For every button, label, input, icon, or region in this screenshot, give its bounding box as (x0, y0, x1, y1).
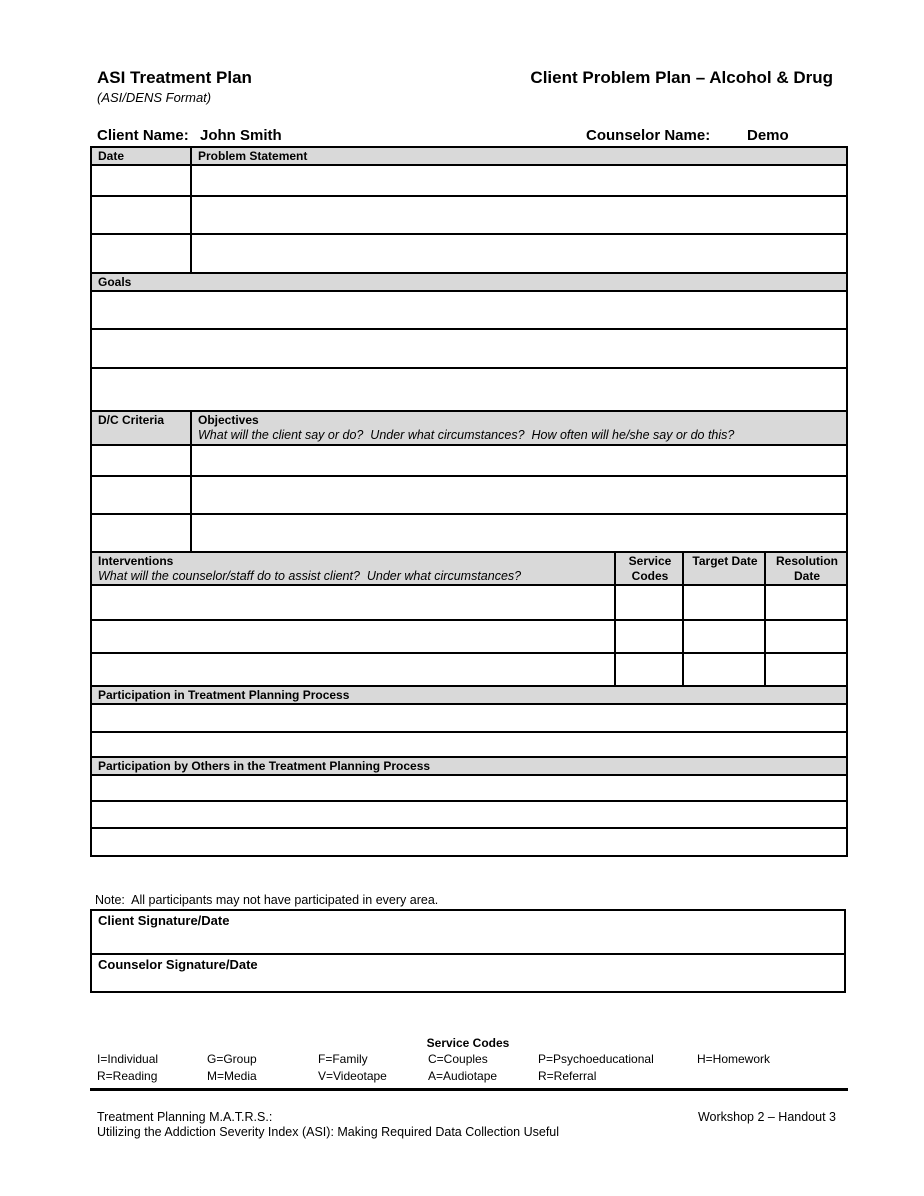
objectives-empty-row (91, 445, 847, 476)
interventions-empty-row (91, 585, 847, 620)
objectives-header-label: Objectives (198, 413, 259, 427)
problem-empty-row (91, 196, 847, 234)
interventions-empty-row (91, 653, 847, 686)
legend-item-individual: I=Individual (97, 1052, 159, 1066)
form-title-right: Client Problem Plan – Alcohol & Drug (530, 68, 833, 87)
goals-empty-row (91, 368, 847, 411)
intervention-cell (91, 620, 615, 653)
service-codes-legend-title: Service Codes (426, 1036, 510, 1050)
date-cell (91, 196, 191, 234)
dc-criteria-cell (91, 445, 191, 476)
date-cell (91, 234, 191, 273)
participation-section-header: Participation in Treatment Planning Process (91, 686, 847, 704)
participation-others-section-header: Participation by Others in the Treatment Planning Process (91, 757, 847, 775)
counselor-name-label: Counselor Name: (586, 127, 711, 144)
legend-item-psychoeducational: P=Psychoeducational (538, 1052, 654, 1066)
signature-table (90, 909, 846, 993)
goals-cell (91, 329, 847, 368)
footer-source-line-1: Treatment Planning M.A.T.R.S.: (97, 1110, 273, 1124)
service-codes-column-header: Service Codes (615, 552, 683, 586)
goals-section-header: Goals (91, 273, 847, 291)
problem-empty-row (91, 165, 847, 196)
goals-empty-row (91, 329, 847, 368)
objectives-cell (191, 445, 847, 476)
goals-empty-row (91, 291, 847, 329)
objectives-cell (191, 514, 847, 552)
participation-others-empty-row (91, 828, 847, 856)
dc-criteria-cell (91, 514, 191, 552)
legend-item-videotape: V=Videotape (318, 1069, 387, 1083)
problem-statement-cell (191, 234, 847, 273)
participation-header-row (91, 686, 847, 704)
legend-item-reading: R=Reading (97, 1069, 158, 1083)
legend-item-homework: H=Homework (697, 1052, 771, 1066)
target-date-column-header: Target Date (683, 552, 765, 586)
problem-statement-cell (191, 196, 847, 234)
target-date-cell (683, 585, 765, 620)
participation-empty-row (91, 732, 847, 757)
client-signature-label: Client Signature/Date (91, 910, 845, 954)
participation-empty-row (91, 704, 847, 732)
problem-empty-row (91, 234, 847, 273)
service-codes-cell (615, 620, 683, 653)
counselor-name-value: Demo (747, 127, 789, 144)
participation-others-cell (91, 775, 847, 801)
footer-divider (90, 1088, 848, 1091)
form-title: ASI Treatment Plan (97, 68, 252, 87)
goals-cell (91, 368, 847, 411)
service-codes-cell (615, 653, 683, 686)
form-subtitle: (ASI/DENS Format) (97, 90, 212, 105)
counselor-signature-label: Counselor Signature/Date (91, 954, 845, 992)
footer-source-line-2: Utilizing the Addiction Severity Index (ASI): Making Required Data Collection Useful (97, 1125, 560, 1140)
goals-cell (91, 291, 847, 329)
resolution-date-column-header: Resolution Date (765, 552, 847, 586)
objectives-column-header (191, 411, 847, 445)
footer-left (97, 1110, 559, 1141)
service-codes-legend-row-1 (97, 1052, 857, 1068)
participation-others-cell (91, 801, 847, 828)
participation-others-empty-row (91, 775, 847, 801)
participation-note: Note: All participants may not have participated in every area. (95, 893, 439, 907)
service-codes-legend-row-2 (97, 1069, 857, 1085)
problem-header-row (91, 147, 847, 165)
objectives-cell (191, 476, 847, 514)
date-column-header: Date (91, 147, 191, 165)
participation-cell (91, 732, 847, 757)
resolution-date-cell (765, 585, 847, 620)
participation-others-cell (91, 828, 847, 856)
target-date-cell (683, 620, 765, 653)
interventions-header-row (91, 552, 847, 586)
objectives-header-row (91, 411, 847, 445)
objectives-empty-row (91, 476, 847, 514)
legend-item-family: F=Family (318, 1052, 368, 1066)
resolution-date-cell (765, 653, 847, 686)
legend-item-media: M=Media (207, 1069, 257, 1083)
legend-item-group: G=Group (207, 1052, 257, 1066)
counselor-signature-row (91, 954, 845, 992)
interventions-prompt: What will the counselor/staff do to assist client? Under what circumstances? (98, 568, 522, 583)
client-name-label: Client Name: (97, 127, 189, 144)
service-codes-cell (615, 585, 683, 620)
interventions-empty-row (91, 620, 847, 653)
problem-statement-column-header: Problem Statement (191, 147, 847, 165)
client-name-value: John Smith (200, 127, 282, 144)
participation-cell (91, 704, 847, 732)
objectives-prompt: What will the client say or do? Under what circumstances? How often will he/she say or do this? (198, 428, 735, 442)
resolution-date-cell (765, 620, 847, 653)
interventions-column-header (91, 552, 615, 586)
client-counselor-line (0, 127, 924, 146)
legend-item-audiotape: A=Audiotape (428, 1069, 498, 1083)
client-signature-row (91, 910, 845, 954)
intervention-cell (91, 585, 615, 620)
legend-item-couples: C=Couples (428, 1052, 488, 1066)
problem-statement-cell (191, 165, 847, 196)
intervention-cell (91, 653, 615, 686)
footer-handout-label: Workshop 2 – Handout 3 (697, 1110, 836, 1124)
dc-criteria-cell (91, 476, 191, 514)
objectives-empty-row (91, 514, 847, 552)
target-date-cell (683, 653, 765, 686)
date-cell (91, 165, 191, 196)
participation-others-empty-row (91, 801, 847, 828)
goals-header-row (91, 273, 847, 291)
dc-criteria-column-header: D/C Criteria (91, 411, 191, 445)
interventions-header-label: Interventions (98, 553, 174, 568)
participation-others-header-row (91, 757, 847, 775)
treatment-plan-table (90, 146, 848, 857)
legend-item-referral: R=Referral (538, 1069, 597, 1083)
